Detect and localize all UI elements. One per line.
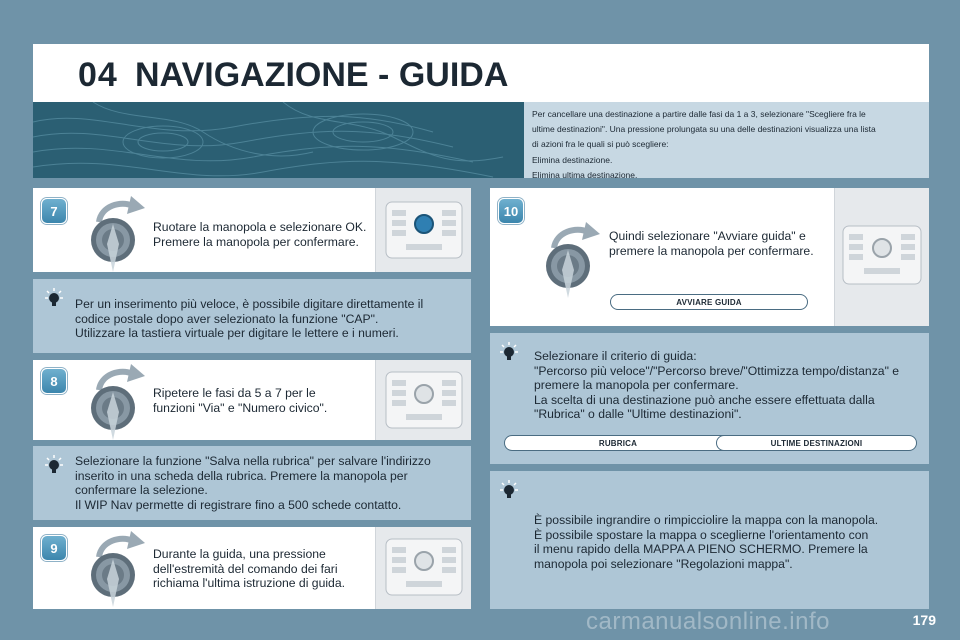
control-panel-image [375,527,471,609]
step-text-line: Ripetere le fasi da 5 a 7 per le [153,386,316,400]
step-9-badge: 9 [41,535,67,561]
tip-text-line: La scelta di una destinazione può anche essere effettuata dalla [534,392,875,407]
step-8-text [153,386,327,415]
step-8-badge: 8 [41,368,67,394]
step-9-text [153,547,345,591]
tip-text-line: Selezionare la funzione "Salva nella rubrica" per salvare l'indirizzo [75,454,431,468]
rubrica-button[interactable]: RUBRICA [504,435,732,451]
banner-note-line: Elimina ultima destinazione. [532,169,638,180]
tip-text-line: Per un inserimento più veloce, è possibile digitare direttamente il [75,297,424,311]
banner-note [524,102,929,178]
rotate-knob-icon [81,194,151,272]
control-panel-graphic [376,188,472,272]
tip-text-line: premere la manopola per confermare. [534,378,739,393]
step-text-line: richiama l'ultima istruzione di guida. [153,576,345,591]
step-10-badge: 10 [498,198,524,224]
step-text-line: Ruotare la manopola e selezionare OK. [153,220,367,234]
tip-text-line: manopola poi selezionare "Regolazioni mappa". [534,556,793,571]
lightbulb-icon [43,287,65,309]
step-7-badge: 7 [41,198,67,224]
rotate-knob-icon [81,529,151,607]
banner-note-line: di azioni fra le quali si può scegliere: [532,139,669,150]
control-panel-image [375,360,471,440]
tip-text-line: È possibile spostare la mappa o sceglierne l'orientamento con [534,527,869,542]
control-panel-image [834,188,929,326]
step-text-line: premere la manopola per confermare. [609,243,814,258]
step-9-card [33,527,471,609]
step-text-line: Quindi selezionare "Avviare guida" e [609,229,806,243]
rotate-knob-icon [536,220,606,298]
tip-text-line: il menu rapido della MAPPA A PIENO SCHERMO. Premere la [534,542,868,557]
step-7-card [33,188,471,272]
tip-text-line: confermare la selezione. [75,483,208,498]
step-7-text [153,220,366,249]
step-text-line: dell'estremità del comando dei fari [153,561,338,576]
step-text-line: funzioni "Via" e "Numero civico". [153,400,328,415]
control-panel-graphic [376,360,472,440]
tip-2-panel [33,446,471,520]
watermark: carmanualsonline.info [586,608,830,635]
avviare-guida-button[interactable]: AVVIARE GUIDA [610,294,808,310]
tip-2-text [75,454,431,512]
tip-3-text [534,349,899,422]
tip-1-text [75,297,423,341]
lightbulb-icon [43,454,65,476]
tip-1-panel [33,279,471,353]
tip-text-line: inserito in una scheda della rubrica. Premere la manopola per [75,468,408,483]
step-text-line: Premere la manopola per confermare. [153,234,359,249]
chapter-number: 04 [78,56,118,94]
tip-text-line: Il WIP Nav permette di registrare fino a 500 schede contatto. [75,497,402,512]
banner-note-line: Elimina destinazione. [532,154,613,165]
step-10-text [609,229,814,258]
banner-note-line: ultime destinazioni". Una pressione prolungata su una delle destinazioni visualizza una lista [532,124,876,135]
page-title: NAVIGAZIONE - GUIDA [135,56,509,94]
tip-text-line: "Percorso più veloce"/"Percorso breve/"Ottimizza tempo/distanza" e [534,363,900,378]
step-8-card [33,360,471,440]
step-text-line: Durante la guida, una pressione [153,547,326,561]
tip-4-panel [490,471,929,609]
lightbulb-icon [498,479,520,501]
tip-text-line: "Rubrica" o dalle "Ultime destinazioni". [534,407,742,422]
control-panel-graphic [376,527,472,609]
tip-text-line: Utilizzare la tastiera virtuale per digitare le lettere e i numeri. [75,326,399,341]
tip-4-text [534,513,878,571]
control-panel-graphic [835,188,930,326]
ultime-destinazioni-button[interactable]: ULTIME DESTINAZIONI [716,435,917,451]
tip-text-line: codice postale dopo aver selezionato la funzione "CAP". [75,311,379,326]
tip-3-panel [490,333,929,464]
page-number: 179 [912,612,936,628]
tip-text-line: È possibile ingrandire o rimpicciolire la mappa con la manopola. [534,513,879,527]
banner-note-line: Per cancellare una destinazione a partire dalle fasi da 1 a 3, selezionare "Scegliere fra le [532,109,866,119]
control-panel-image [375,188,471,272]
lightbulb-icon [498,341,520,363]
tip-text-line: Selezionare il criterio di guida: [534,349,697,363]
rotate-knob-icon [81,362,151,440]
step-10-card [490,188,929,326]
